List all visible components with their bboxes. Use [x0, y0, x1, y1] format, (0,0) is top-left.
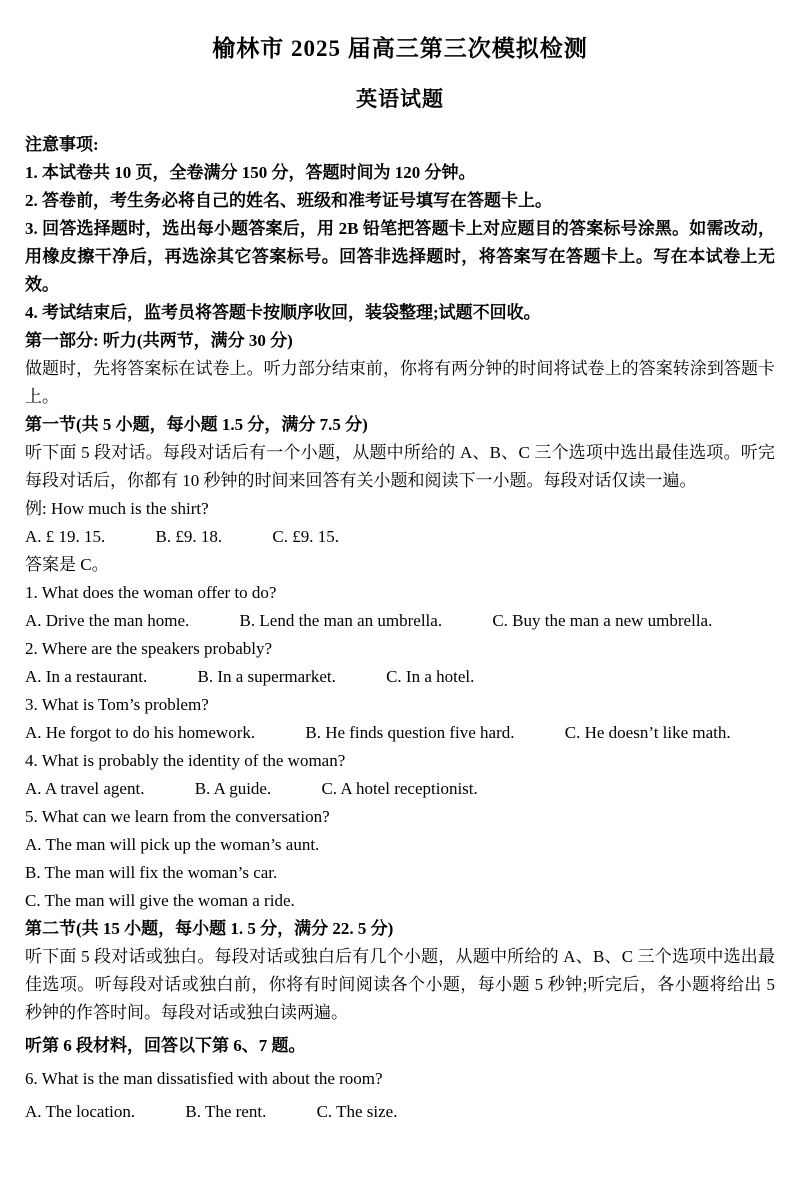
option-b: B. He finds question five hard. [305, 723, 515, 742]
section1-instructions: 听下面 5 段对话。每段对话后有一个小题，从题中所给的 A、B、C 三个选项中选出最佳选项。听完每段对话后，你都有 10 秒钟的时间来回答有关小题和阅读下一小题。每段对话仅读一遍。 [25, 443, 775, 490]
question-text-6: 6. What is the man dissatisfied with about the room? [25, 1069, 383, 1088]
example-answer: 答案是 C。 [25, 555, 109, 574]
question-options-3 [25, 719, 775, 747]
section2-instructions: 听下面 5 段对话或独白。每段对话或独白后有几个小题，从题中所给的 A、B、C 三个选项中选出最佳选项。听每段对话或独白前，你将有时间阅读各个小题，每小题 5 秒钟;听完后，各小题将给出 5 秒钟的作答时间。每段对话或独白读两遍。 [25, 947, 775, 1022]
option-c: C. He doesn’t like math. [564, 723, 731, 742]
question-text-3: 3. What is Tom’s problem? [25, 695, 209, 714]
example-option-a: A. £ 19. 15. [25, 527, 106, 546]
option-c: C. In a hotel. [386, 667, 475, 686]
example-options [25, 523, 775, 551]
question-text-4: 4. What is probably the identity of the woman? [25, 751, 346, 770]
question-options-2 [25, 663, 775, 691]
notice-item-1: 1. 本试卷共 10 页，全卷满分 150 分，答题时间为 120 分钟。 [25, 163, 476, 182]
option-b: B. In a supermarket. [197, 667, 336, 686]
notice-heading: 注意事项: [25, 135, 99, 154]
option-c: C. A hotel receptionist. [321, 779, 478, 798]
option-c: C. The size. [316, 1102, 398, 1121]
question-5-option-c: C. The man will give the woman a ride. [25, 891, 295, 910]
example-option-c: C. £9. 15. [272, 527, 339, 546]
option-b: B. The rent. [185, 1102, 267, 1121]
material-note: 听第 6 段材料，回答以下第 6、7 题。 [25, 1036, 306, 1055]
question-5-option-b: B. The man will fix the woman’s car. [25, 863, 278, 882]
part1-heading: 第一部分: 听力(共两节，满分 30 分) [25, 331, 293, 350]
notice-item-3: 3. 回答选择题时，选出每小题答案后，用 2B 铅笔把答题卡上对应题目的答案标号涂黑。如需改动，用橡皮擦干净后，再选涂其它答案标号。回答非选择题时，将答案写在答题卡上。写在本试卷上无效。 [25, 219, 775, 294]
option-b: B. A guide. [194, 779, 272, 798]
option-a: A. He forgot to do his homework. [25, 723, 256, 742]
notice-item-2: 2. 答卷前，考生务必将自己的姓名、班级和准考证号填写在答题卡上。 [25, 191, 552, 210]
question-text-1: 1. What does the woman offer to do? [25, 583, 277, 602]
question-text-5: 5. What can we learn from the conversation? [25, 807, 330, 826]
example-question: 例: How much is the shirt? [25, 499, 209, 518]
option-c: C. Buy the man a new umbrella. [492, 611, 713, 630]
option-b: B. Lend the man an umbrella. [239, 611, 443, 630]
question-options-4 [25, 775, 775, 803]
example-option-b: B. £9. 18. [155, 527, 223, 546]
option-a: A. Drive the man home. [25, 611, 190, 630]
exam-title: 榆林市 2025 届高三第三次模拟检测 [212, 36, 588, 61]
part1-intro: 做题时，先将答案标在试卷上。听力部分结束前，你将有两分钟的时间将试卷上的答案转涂到答题卡上。 [25, 359, 775, 406]
question-options-1 [25, 607, 775, 635]
notice-item-4: 4. 考试结束后，监考员将答题卡按顺序收回，装袋整理;试题不回收。 [25, 303, 541, 322]
exam-subtitle: 英语试题 [356, 87, 444, 111]
question-text-2: 2. Where are the speakers probably? [25, 639, 273, 658]
option-a: A. In a restaurant. [25, 667, 148, 686]
section1-heading: 第一节(共 5 小题，每小题 1.5 分，满分 7.5 分) [25, 415, 368, 434]
section2-heading: 第二节(共 15 小题，每小题 1. 5 分，满分 22. 5 分) [25, 919, 394, 938]
option-a: A. A travel agent. [25, 779, 145, 798]
option-a: A. The location. [25, 1102, 136, 1121]
question-5-option-a: A. The man will pick up the woman’s aunt. [25, 835, 320, 854]
question-options-6 [25, 1098, 775, 1126]
